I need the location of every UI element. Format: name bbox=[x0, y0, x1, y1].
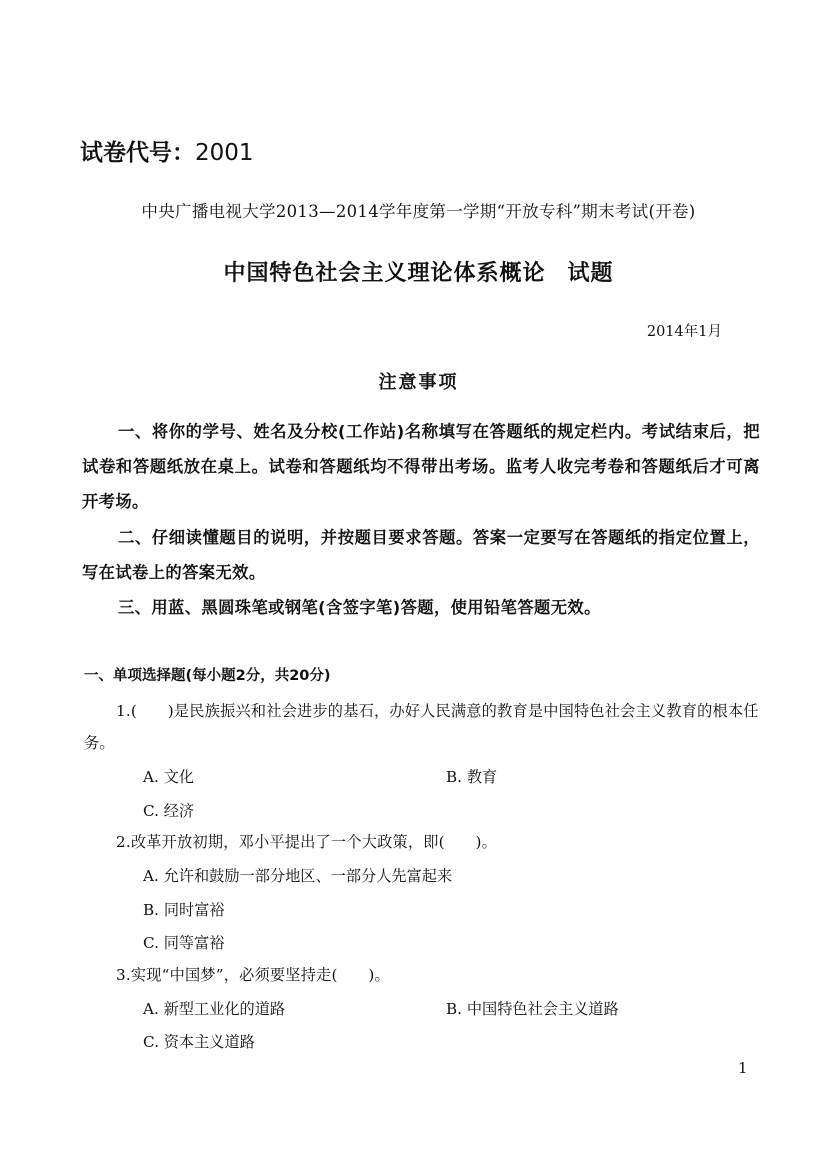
subject-title bbox=[0, 256, 837, 287]
question-2-stem: 2.改革开放初期，邓小平提出了一个大政策，即( )。 bbox=[116, 833, 498, 851]
section-heading: 一、单项选择题(每小题2分，共20分) bbox=[84, 668, 331, 684]
exam-title: 中央广播电视大学2013—2014学年度第一学期“开放专科”期末考试(开卷) bbox=[141, 202, 696, 221]
paper-code-label: 试卷代号： bbox=[80, 140, 195, 166]
question-3-stem: 3.实现“中国梦”，必须要坚持走( )。 bbox=[116, 966, 390, 984]
question-2-option-b: B. 同时富裕 bbox=[143, 901, 225, 919]
question-1-option-a: A. 文化 bbox=[143, 768, 194, 786]
question-1-option-c: C. 经济 bbox=[143, 802, 195, 820]
notice-item-3: 三、用蓝、黑圆珠笔或钢笔(含签字笔)答题，使用铅笔答题无效。 bbox=[118, 598, 601, 617]
exam-date: 2014年1月 bbox=[646, 324, 722, 340]
page-number: 1 bbox=[738, 1059, 748, 1077]
notice-item-2: 二、仔细读懂题目的说明，并按题目要求答题。答案一定要写在答题纸的指定位置上，写在试卷上的答案无效。 bbox=[82, 528, 760, 582]
question-2-option-a: A. 允许和鼓励一部分地区、一部分人先富起来 bbox=[143, 867, 453, 885]
notice-title: 注意事项 bbox=[378, 372, 459, 393]
question-2-option-c: C. 同等富裕 bbox=[143, 934, 225, 952]
notice-item-1: 一、将你的学号、姓名及分校(工作站)名称填写在答题纸的规定栏内。考试结束后，把试卷和答题纸放在桌上。试卷和答题纸均不得带出考场。监考人收完考卷和答题纸后才可离开考场。 bbox=[82, 422, 760, 511]
paper-code bbox=[80, 134, 254, 167]
question-1-option-b: B. 教育 bbox=[446, 768, 498, 786]
subject-suffix: 试题 bbox=[567, 261, 614, 286]
paper-code-number: 2001 bbox=[195, 140, 254, 166]
question-1-stem: 1.( )是民族振兴和社会进步的基石，办好人民满意的教育是中国特色社会主义教育的根本任务。 bbox=[84, 702, 759, 752]
question-3-option-a: A. 新型工业化的道路 bbox=[143, 1000, 286, 1018]
question-3-option-b: B. 中国特色社会主义道路 bbox=[446, 1000, 619, 1018]
subject-name: 中国特色社会主义理论体系概论 bbox=[223, 261, 546, 286]
question-3-option-c: C. 资本主义道路 bbox=[143, 1033, 255, 1051]
